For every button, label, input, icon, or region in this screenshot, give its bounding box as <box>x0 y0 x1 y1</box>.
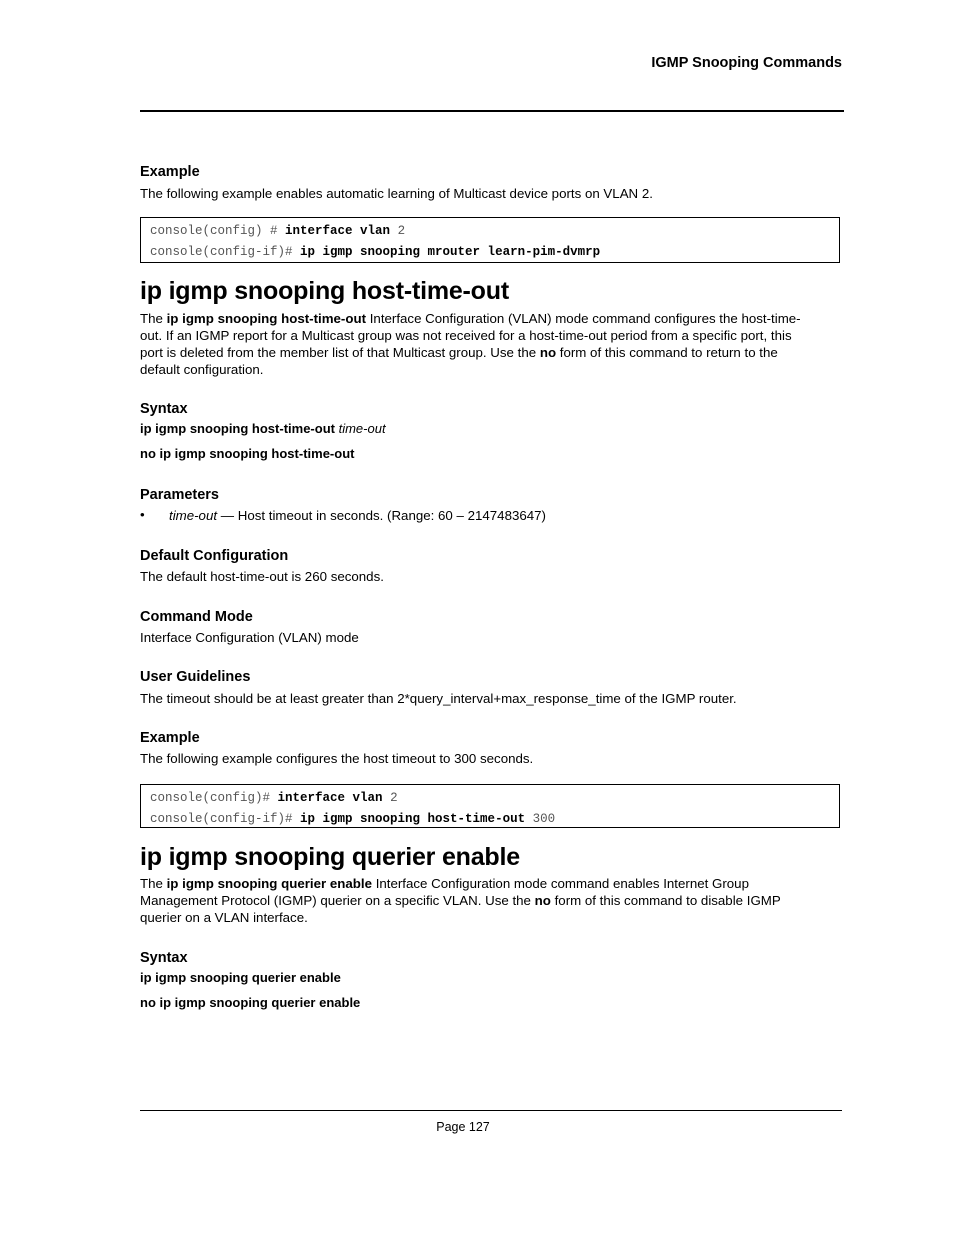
parameters-heading: Parameters <box>140 487 219 503</box>
command-mode-text: Interface Configuration (VLAN) mode <box>140 630 359 645</box>
section-title: ip igmp snooping host-time-out <box>140 277 509 305</box>
example-text: The following example configures the host timeout to 300 seconds. <box>140 751 534 766</box>
user-guidelines-text: The timeout should be at least greater than 2*query_interval+max_response_time of the IGMP router. <box>140 691 737 706</box>
section-description: The ip igmp snooping host-time-out Interface Configuration (VLAN) mode command configures the host-time- out. If an IGMP report for a Multicast group was not received for a host-time-out period from a specific port, this port is deleted from the member list of that Multicast group. Use the no form of this command to return to the default configuration. <box>140 311 801 377</box>
syntax-line: no ip igmp snooping querier enable <box>140 995 361 1010</box>
example-text: The following example enables automatic learning of Multicast device ports on VLAN 2. <box>140 186 653 201</box>
default-config-text: The default host-time-out is 260 seconds. <box>140 569 384 584</box>
footer-rule <box>140 1110 842 1111</box>
example-heading: Example <box>140 164 200 180</box>
code-line: console(config-if)# ip igmp snooping mrouter learn-pim-dvmrp <box>150 245 601 259</box>
code-block <box>140 217 840 263</box>
code-line: console(config)# interface vlan 2 <box>150 791 398 805</box>
running-header: IGMP Snooping Commands <box>651 55 842 71</box>
code-line: console(config-if)# ip igmp snooping host-time-out 300 <box>150 812 556 826</box>
user-guidelines-heading: User Guidelines <box>140 669 251 685</box>
section-title: ip igmp snooping querier enable <box>140 843 520 871</box>
default-config-heading: Default Configuration <box>140 548 289 564</box>
syntax-line: ip igmp snooping host-time-out time-out <box>140 421 386 436</box>
bullet-icon: • <box>140 507 145 522</box>
command-mode-heading: Command Mode <box>140 609 253 625</box>
example-heading: Example <box>140 730 200 746</box>
header-rule <box>140 110 844 112</box>
code-block <box>140 784 840 828</box>
syntax-heading: Syntax <box>140 950 188 966</box>
page-number: Page 127 <box>436 1120 490 1134</box>
section-description: The ip igmp snooping querier enable Interface Configuration mode command enables Internet Group Management Protocol (IGMP) querier on a specific VLAN. Use the no form of this command to disable IGMP querier on a VLAN interface. <box>140 876 781 925</box>
syntax-line: ip igmp snooping querier enable <box>140 970 341 985</box>
code-line: console(config) # interface vlan 2 <box>150 224 406 238</box>
parameter-item: time-out — Host timeout in seconds. (Range: 60 – 2147483647) <box>169 508 546 523</box>
syntax-line: no ip igmp snooping host-time-out <box>140 446 355 461</box>
syntax-heading: Syntax <box>140 401 188 417</box>
